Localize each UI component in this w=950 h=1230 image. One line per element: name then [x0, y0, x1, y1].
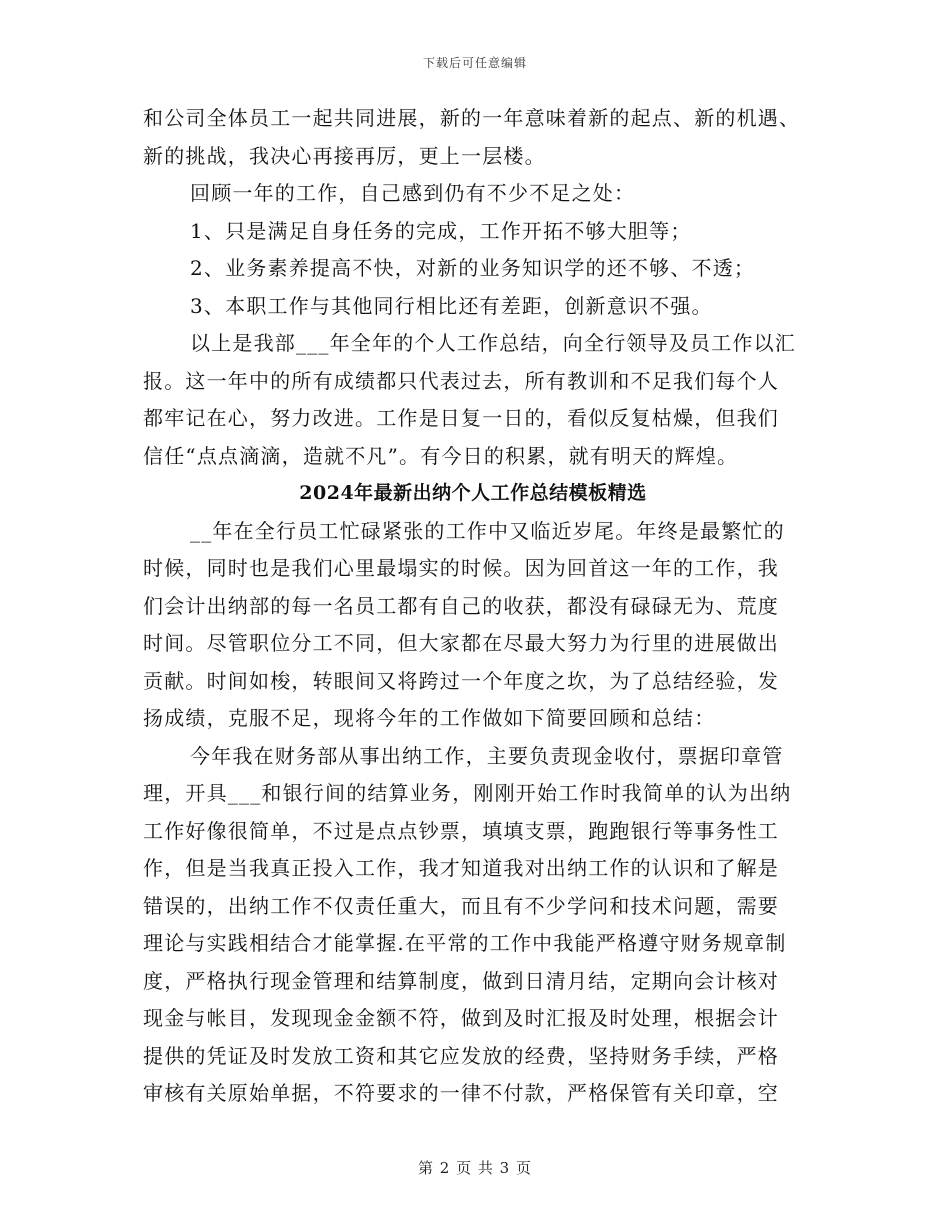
paragraph-line: 错误的，出纳工作不仅责任重大，而且有不少学问和技术问题，需要 [143, 893, 779, 918]
paragraph-line: 时候，同时也是我们心里最塌实的时候。因为回首这一年的工作，我 [143, 556, 779, 580]
paragraph-line: 现金与帐目，发现现金金额不符，做到及时汇报及时处理，根据会计 [143, 1006, 779, 1030]
paragraph-line: 度，严格执行现金管理和结算制度，做到日清月结，定期向会计核对 [143, 968, 779, 993]
list-item: 3、本职工作与其他同行相比还有差距，创新意识不强。 [190, 293, 713, 318]
paragraph-line: 们会计出纳部的每一名员工都有自己的收获，都没有碌碌无为、荒度 [143, 593, 779, 618]
list-item: 1、只是满足自身任务的完成，工作开拓不够大胆等； [190, 218, 692, 243]
page-header: 下载后可任意编辑 [422, 56, 527, 70]
paragraph-line: 工作好像很简单，不过是点点钞票，填填支票，跑跑银行等事务性工 [143, 818, 779, 843]
paragraph-line: 和公司全体员工一起共同进展，新的一年意味着新的起点、新的机遇、 [143, 106, 801, 130]
paragraph-line: 扬成绩，克服不足，现将今年的工作做如下简要回顾和总结： [143, 706, 716, 730]
page-footer: 第 2 页 共 3 页 [418, 1159, 532, 1177]
paragraph-line: 以上是我部___年全年的个人工作总结，向全行领导及员工作以汇 [190, 331, 796, 355]
paragraph-line: __年在全行员工忙碌紧张的工作中又临近岁尾。年终是最繁忙的 [190, 518, 785, 543]
paragraph-line: 报。这一年中的所有成绩都只代表过去，所有教训和不足我们每个人 [143, 368, 779, 393]
paragraph-line: 理论与实践相结合才能掌握.在平常的工作中我能严格遵守财务规章制 [143, 931, 787, 955]
paragraph-line: 今年我在财务部从事出纳工作，主要负责现金收付，票据印章管 [190, 743, 784, 768]
paragraph-line: 都牢记在心，努力改进。工作是日复一日的，看似反复枯燥，但我们 [143, 406, 779, 430]
paragraph-line: 作，但是当我真正投入工作，我才知道我对出纳工作的认识和了解是 [143, 856, 779, 880]
paragraph-line: 时间。尽管职位分工不同，但大家都在尽最大努力为行里的进展做出 [143, 631, 779, 655]
paragraph-line: 回顾一年的工作，自己感到仍有不少不足之处： [190, 181, 636, 205]
list-item: 2、业务素养提高不快，对新的业务知识学的还不够、不透； [190, 256, 756, 280]
paragraph-line: 贡献。时间如梭，转眼间又将跨过一个年度之坎，为了总结经验，发 [143, 668, 779, 693]
section-title: 2024年最新出纳个人工作总结模板精选 [299, 482, 647, 504]
document-body [143, 100, 803, 1113]
paragraph-line: 审核有关原始单据，不符要求的一律不付款，严格保管有关印章，空 [143, 1081, 779, 1105]
paragraph-line: 新的挑战，我决心再接再厉，更上一层楼。 [143, 143, 546, 168]
paragraph-line: 信任“点点滴滴，造就不凡”。有今日的积累，就有明天的辉煌。 [143, 443, 739, 468]
paragraph-line: 提供的凭证及时发放工资和其它应发放的经费，坚持财务手续，严格 [143, 1043, 779, 1068]
paragraph-line: 理，开具___和银行间的结算业务，刚刚开始工作时我简单的认为出纳 [143, 781, 792, 805]
